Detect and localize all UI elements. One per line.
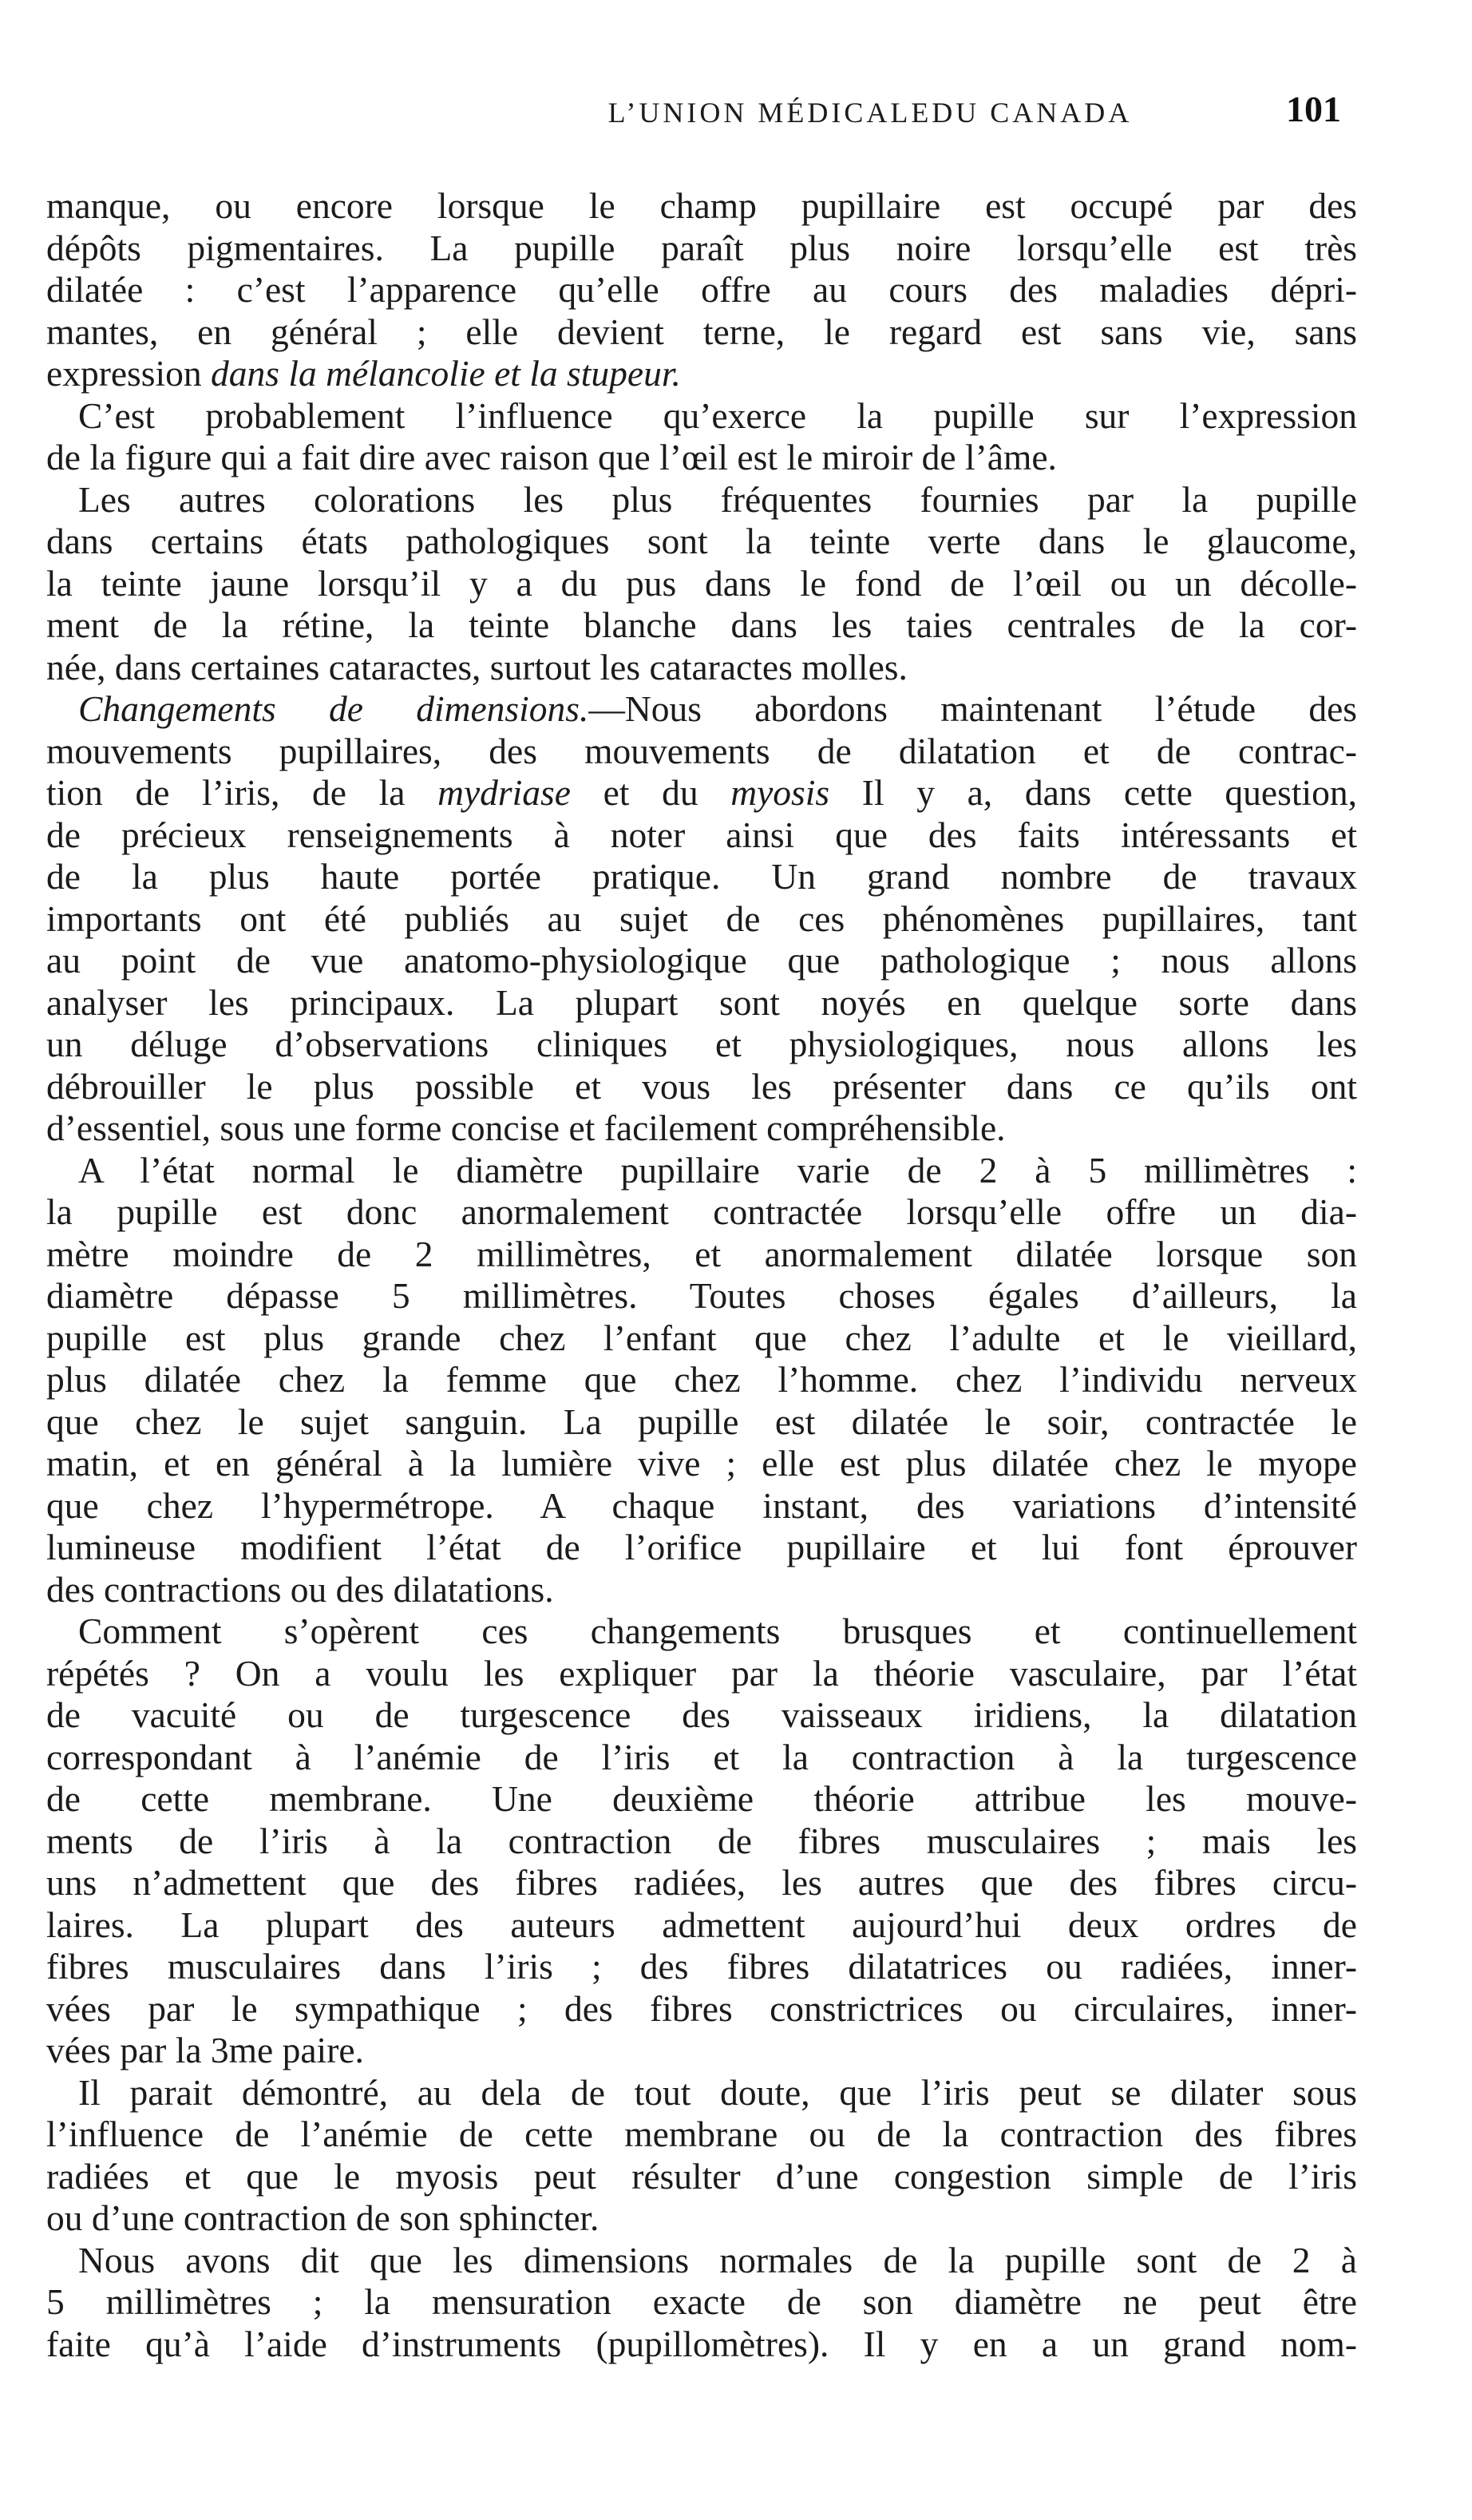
- text-line: [46, 1569, 1357, 1611]
- text-run: ments de l’iris à la contraction de fibres musculaires ; mais les: [46, 1820, 1357, 1861]
- text-run: dilatée : c’est l’apparence qu’elle offre au cours des maladies dépri-: [46, 269, 1357, 310]
- text-run: vées par le sympathique ; des fibres constrictrices ou circulaires, inner-: [46, 1987, 1357, 2029]
- text-line: [46, 898, 1357, 941]
- paragraph: [46, 395, 1357, 479]
- text-run: née, dans certaines cataractes, surtout les cataractes molles.: [46, 646, 908, 687]
- text-line: [46, 1821, 1357, 1863]
- text-line: [46, 1694, 1357, 1737]
- text-run: Il y a, dans cette question,: [829, 772, 1357, 813]
- text-line: [46, 1737, 1357, 1779]
- text-run: de précieux renseignements à noter ainsi que des faits intéressants et: [46, 814, 1357, 855]
- text-run: dépôts pigmentaires. La pupille paraît plus noire lorsqu’elle est très: [46, 227, 1357, 268]
- paragraph: [46, 185, 1357, 395]
- text-line: [46, 1275, 1357, 1317]
- text-run: diamètre dépasse 5 millimètres. Toutes choses égales d’ailleurs, la: [46, 1275, 1357, 1316]
- text-run: faite qu’à l’aide d’instruments (pupillomètres). Il y en a un grand nom-: [46, 2323, 1357, 2364]
- italic-text: mydriase: [437, 772, 571, 813]
- text-line: [46, 563, 1357, 605]
- text-line: [46, 1234, 1357, 1276]
- text-line: [46, 982, 1357, 1024]
- text-run: uns n’admettent que des fibres radiées, les autres que des fibres circu-: [46, 1862, 1357, 1903]
- text-line: [46, 1191, 1357, 1234]
- text-run: de la plus haute portée pratique. Un grand nombre de travaux: [46, 856, 1357, 897]
- text-line: [46, 353, 1357, 395]
- text-run: expression: [46, 353, 211, 394]
- text-run: que chez l’hypermétrope. A chaque instant, des variations d’intensité: [46, 1484, 1357, 1526]
- text-line: [46, 604, 1357, 647]
- text-run: mantes, en général ; elle devient terne, le regard est sans vie, sans: [46, 311, 1357, 352]
- italic-text: myosis: [730, 772, 830, 813]
- paragraph: [46, 2072, 1357, 2240]
- text-run: mètre moindre de 2 millimètres, et anormalement dilatée lorsque son: [46, 1233, 1357, 1274]
- text-line: [46, 1150, 1357, 1192]
- text-run: A l’état normal le diamètre pupillaire varie de 2 à 5 millimètres :: [78, 1149, 1357, 1191]
- text-line: [46, 228, 1357, 270]
- text-line: [46, 1066, 1357, 1108]
- text-run: ment de la rétine, la teinte blanche dans les taies centrales de la cor-: [46, 604, 1357, 645]
- italic-text: Changements de dimensions.: [78, 688, 589, 729]
- text-run: fibres musculaires dans l’iris ; des fibres dilatatrices ou radiées, inner-: [46, 1946, 1357, 1987]
- text-line: [46, 269, 1357, 311]
- text-line: [46, 395, 1357, 438]
- text-line: [46, 814, 1357, 857]
- text-run: dans certains états pathologiques sont la teinte verte dans le glaucome,: [46, 521, 1357, 561]
- text-run: Comment s’opèrent ces changements brusques et continuellement: [78, 1611, 1357, 1651]
- text-line: [46, 1107, 1357, 1150]
- text-line: [46, 1988, 1357, 2031]
- text-run: la pupille est donc anormalement contractée lorsqu’elle offre un dia-: [46, 1191, 1357, 1232]
- text-run: tion de l’iris, de la: [46, 772, 438, 813]
- text-line: [46, 647, 1357, 689]
- text-run: au point de vue anatomo-physiologique que pathologique ; nous allons: [46, 940, 1357, 981]
- text-line: [46, 2281, 1357, 2324]
- text-run: débrouiller le plus possible et vous les présenter dans ce qu’ils ont: [46, 1065, 1357, 1107]
- text-run: manque, ou encore lorsque le champ pupillaire est occupé par des: [46, 185, 1357, 226]
- text-run: ou d’une contraction de son sphincter.: [46, 2197, 599, 2238]
- text-line: [46, 437, 1357, 479]
- text-run: et du: [570, 772, 731, 813]
- text-line: [46, 1485, 1357, 1527]
- text-run: des contractions ou des dilatations.: [46, 1568, 554, 1610]
- running-head-title: L’UNION MÉDICALEDU CANADA: [607, 97, 1133, 129]
- paragraph: [46, 479, 1357, 689]
- page-number: 101: [1286, 89, 1341, 129]
- text-line: [46, 479, 1357, 521]
- text-line: [46, 2030, 1357, 2072]
- text-run: de la figure qui a fait dire avec raison que l’œil est le miroir de l’âme.: [46, 437, 1057, 477]
- text-run: —Nous abordons maintenant l’étude des: [588, 688, 1357, 729]
- text-run: laires. La plupart des auteurs admettent aujourd’hui deux ordres de: [46, 1904, 1357, 1945]
- text-run: plus dilatée chez la femme que chez l’homme. chez l’individu nerveux: [46, 1359, 1357, 1400]
- text-line: [46, 772, 1357, 814]
- text-run: de vacuité ou de turgescence des vaisseaux iridiens, la dilatation: [46, 1694, 1357, 1735]
- text-line: [46, 311, 1357, 354]
- text-run: l’influence de l’anémie de cette membrane ou de la contraction des fibres: [46, 2114, 1357, 2154]
- text-run: répétés ? On a voulu les expliquer par la théorie vasculaire, par l’état: [46, 1652, 1357, 1694]
- paragraph: [46, 1150, 1357, 1611]
- text-run: de cette membrane. Une deuxième théorie attribue les mouve-: [46, 1778, 1357, 1819]
- text-run: importants ont été publiés au sujet de ces phénomènes pupillaires, tant: [46, 897, 1357, 939]
- text-line: [46, 688, 1357, 731]
- text-line: [46, 1359, 1357, 1401]
- text-line: [46, 1778, 1357, 1821]
- text-run: lumineuse modifient l’état de l’orifice pupillaire et lui font éprouver: [46, 1527, 1357, 1567]
- body-text: [46, 185, 1357, 2365]
- text-run: vées par la 3me paire.: [46, 2030, 364, 2070]
- paragraph: [46, 688, 1357, 1150]
- text-run: C’est probablement l’influence qu’exerce la pupille sur l’expression: [78, 394, 1357, 436]
- text-line: [46, 521, 1357, 563]
- text-line: [46, 1904, 1357, 1947]
- text-line: [46, 1946, 1357, 1988]
- text-line: [46, 2197, 1357, 2240]
- italic-text: dans la mélancolie et la stupeur.: [210, 353, 681, 394]
- text-line: [46, 185, 1357, 228]
- text-run: matin, et en général à la lumière vive ; elle est plus dilatée chez le myope: [46, 1443, 1357, 1484]
- text-line: [46, 1527, 1357, 1569]
- text-line: [46, 1443, 1357, 1485]
- text-run: Les autres colorations les plus fréquentes fournies par la pupille: [78, 478, 1357, 520]
- text-run: un déluge d’observations cliniques et physiologiques, nous allons les: [46, 1024, 1357, 1064]
- text-line: [46, 2240, 1357, 2282]
- text-run: Il parait démontré, au dela de tout doute, que l’iris peut se dilater sous: [78, 2071, 1357, 2113]
- text-line: [46, 2156, 1357, 2198]
- text-line: [46, 1317, 1357, 1360]
- text-run: analyser les principaux. La plupart sont noyés en quelque sorte dans: [46, 981, 1357, 1023]
- text-line: [46, 1611, 1357, 1653]
- text-line: [46, 1024, 1357, 1066]
- text-line: [46, 856, 1357, 898]
- text-line: [46, 2114, 1357, 2156]
- text-run: correspondant à l’anémie de l’iris et la contraction à la turgescence: [46, 1736, 1357, 1777]
- text-run: Nous avons dit que les dimensions normales de la pupille sont de 2 à: [78, 2239, 1357, 2280]
- text-line: [46, 1862, 1357, 1904]
- paragraph: [46, 1611, 1357, 2072]
- text-run: radiées et que le myosis peut résulter d’une congestion simple de l’iris: [46, 2155, 1357, 2197]
- text-line: [46, 940, 1357, 982]
- text-run: mouvements pupillaires, des mouvements de dilatation et de contrac-: [46, 730, 1357, 771]
- text-line: [46, 1653, 1357, 1695]
- text-run: pupille est plus grande chez l’enfant que chez l’adulte et le vieillard,: [46, 1317, 1357, 1358]
- text-line: [46, 2324, 1357, 2366]
- text-run: d’essentiel, sous une forme concise et facilement compréhensible.: [46, 1107, 1006, 1148]
- text-line: [46, 2072, 1357, 2114]
- text-run: que chez le sujet sanguin. La pupille est dilatée le soir, contractée le: [46, 1401, 1357, 1442]
- text-line: [46, 731, 1357, 773]
- text-run: 5 millimètres ; la mensuration exacte de son diamètre ne peut être: [46, 2281, 1357, 2322]
- text-line: [46, 1401, 1357, 1444]
- paragraph: [46, 2240, 1357, 2366]
- text-run: la teinte jaune lorsqu’il y a du pus dans le fond de l’œil ou un décolle-: [46, 562, 1357, 604]
